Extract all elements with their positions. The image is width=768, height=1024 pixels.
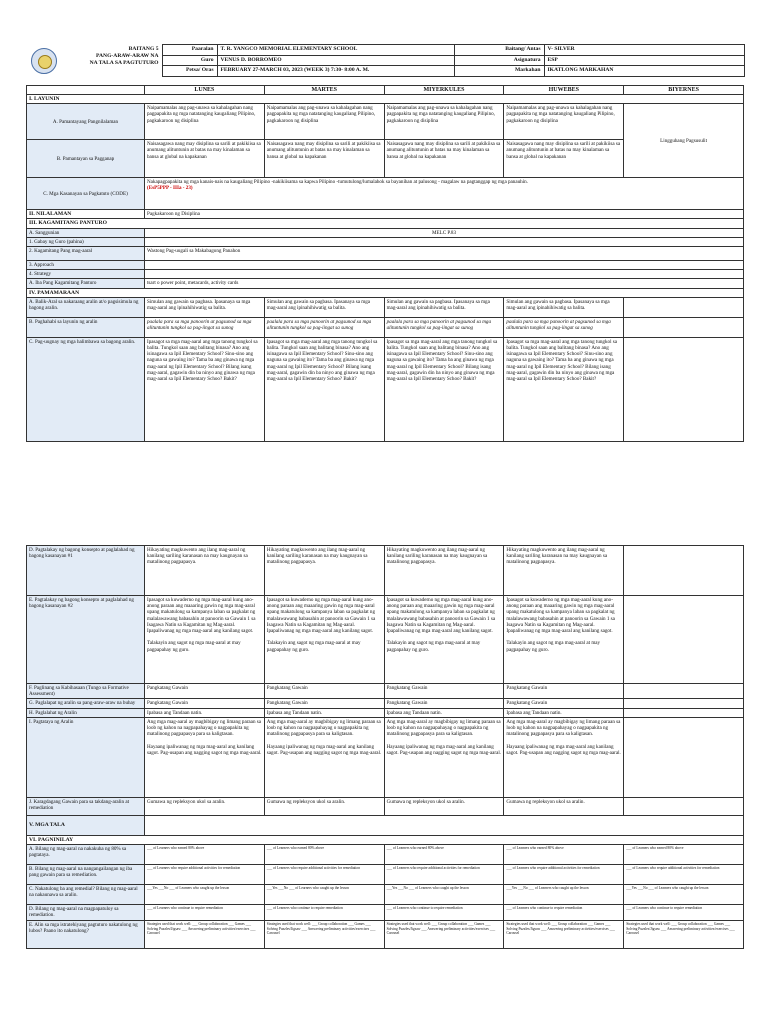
cell-text-part: Ang mga mag-aaral ay magbibigay ng limang paraan sa loob ng kahon na nagpapahayag o nagpapakita ng matalinong pagpapasya para sa kaligtasan.: [147, 718, 262, 738]
row-label: C. Mga Kasanayan sa Pagkatuto (CODE): [27, 178, 145, 210]
day-header: HUWEBES: [504, 86, 624, 95]
cell-text: Ipabasa ang Tandaan natin.: [264, 708, 384, 717]
cell-text-part: Talakayin ang sagot ng mga mag-aaral at may pagpapahay ng guro.: [506, 640, 601, 653]
cell-text: [384, 717, 504, 797]
cell-text: Gumawa ng repleksyon ukol sa aralin.: [504, 797, 624, 815]
cell-text-part: Hayaang ipaliwanag ng mga mag-aaral ang kanilang sagot. Pag-usapan ang nagging sagot ng mga mag-aaral.: [506, 743, 621, 756]
cell-text: [264, 596, 384, 684]
grade-value: V- SILVER: [544, 45, 744, 56]
reflection-text: ___ of Learners who continue to require remediation: [624, 905, 744, 921]
cell-text-part: Hayaang ipaliwanag ng mga mag-aaral ang kanilang sagot. Pag-usapan ang nagging sagot ng mga mag-aaral.: [386, 743, 502, 756]
page-top: [26, 44, 744, 442]
empty-cell: [624, 317, 744, 337]
reflection-text: Strategies used that work well: ___ Group collaboration ___ Games ___ Solving Puzzles/Jigsaw ___ Answering preliminary activities/exercises ___ Carousel: [504, 921, 624, 949]
day-header: MARTES: [264, 86, 384, 95]
teacher-value: VENUS D. BORROMEO: [217, 55, 454, 66]
cell-text: Naisasagawa nang may disiplina sa sarili at pakikiisa sa anumang alituntunin at batas na may kinalaman sa bansa at global na kapakanan: [145, 140, 265, 178]
cell-text: Hikayating magkuwento ang ilang mag-aaral ng kanilang sariling karanasan na may kaugnayan sa matalinong pagpapasya.: [264, 546, 384, 596]
row-label: A. Pamantayang Pangnilalaman: [27, 104, 145, 140]
cell-text: Pangkatang Gawain: [264, 684, 384, 699]
cell-text: Naipamamalas ang pag-unawa sa kahalagahan nang pagpapakita ng mga natatanging kaugaliang Pilipino, pagkakaroon ng disiplina: [145, 104, 265, 140]
cell-text: Hikayating magkuwento ang ilang mag-aaral ng kanilang sariling karanasan na may kaugnayan sa matalinong pagpapasya.: [145, 546, 265, 596]
school-value: T. R. YANGCO MEMORIAL ELEMENTARY SCHOOL: [217, 45, 454, 56]
reflection-text: ___ of Learners who require additional activities for remediation: [264, 865, 384, 885]
learner-material-text: Wastong Pag-uugali sa Makabagong Panahon: [145, 247, 744, 261]
date-label: Petsa/ Oras: [162, 66, 217, 77]
cell-text-part: Hayaang ipaliwanag ng mga mag-aaral ang kanilang sagot. Pag-usapan ang nagging sagot ng mga mag-aaral.: [266, 743, 382, 756]
row-label: 2. Kagamitang Pang mag-aaral: [27, 247, 145, 261]
cell-text: Ipasagot sa mga mag-aaral ang mga tanong tungkol sa balita. Tungkol saan ang balitang binasa? Ano ang isinagawa sa Ipil Elementary School? Sinu-sino ang naguna sa gawaing ito? Tama ba ang ginawa ng mga mag-aaral ng Ipil Elementary School? Bilang isang mag-aaral, gagawin din ba ninyo ang ginawa ng mga mag-aaral sa Ipil Elementary Schoo? Bakit?: [504, 337, 624, 441]
lesson-table-top: [26, 85, 744, 442]
school-label: Paaralan: [162, 45, 217, 56]
row-label: A. Sanggunian: [27, 228, 145, 237]
cell-text: Simulan ang gawain sa pagbasa. Ipasanaya sa mga mag-aaral ang ipinahihiwatig sa balita.: [384, 297, 504, 317]
cell-text: Naipamamalas ang pag-unawa sa kahalagahan nang pagpapakita ng mga natatanging kaugaliang Pilipino, pagkakaroon ng disiplina: [384, 104, 504, 140]
reflection-text: ___Yes ___No ___ of Learners who caught up the lesson: [624, 885, 744, 905]
cell-text: Naipamamalas ang pag-unawa sa kahalagahan nang pagpapakita ng mga natatanging kaugaliang Pilipino, pagkakaroon ng disiplina: [504, 104, 624, 140]
reflection-text: ___ of Learners who continue to require remediation: [504, 905, 624, 921]
reflection-text: ___ of Learners who earned 80% above: [264, 845, 384, 865]
row-label: F. Paglinang sa Kabihasaan (Tungo sa Formative Assessment): [27, 684, 145, 699]
row-label: 4. Strategy: [27, 270, 145, 279]
reflection-text: ___ of Learners who earned 80% above: [145, 845, 265, 865]
row-label: D. Bilang ng mag-aaral na magpapatuloy sa remediation.: [27, 905, 145, 921]
cell-text: Pangkatang Gawain: [384, 699, 504, 708]
row-label: C. Nakatulong ba ang remedial? Bilang ng mag-aaral na nakaunawa sa aralin.: [27, 885, 145, 905]
cell-text: [145, 717, 265, 797]
quarter-label: Markahan: [454, 66, 544, 77]
row-label: I. Pagtataya ng Aralin: [27, 717, 145, 797]
reflection-text: ___ of Learners who require additional activities for remediation: [504, 865, 624, 885]
cell-text: Pangkatang Gawain: [504, 684, 624, 699]
reflection-text: ___ of Learners who continue to require remediation: [264, 905, 384, 921]
other-materials-text: tsart o power point, metacards, activity cards: [145, 279, 744, 288]
cell-text: Gumawa ng repleksyon ukol sa aralin.: [384, 797, 504, 815]
reflection-text: ___ of Learners who require additional activities for remediation: [145, 865, 265, 885]
reflection-text: ___ of Learners who earned 80% above: [384, 845, 504, 865]
teacher-label: Guro: [162, 55, 217, 66]
cell-text-part: Talakayin ang sagot ng mga mag-aaral at may pagpapahay ng guro.: [147, 640, 241, 653]
row-label: A. Bilang ng mag-aaral na nakakuha ng 80% sa pagtataya.: [27, 845, 145, 865]
cell-text-part: Ang mga mag-aaral ay magbibigay ng limang paraan sa loob ng kahon na nagpapahayag o nagpapakita ng matalinong pagpapasya para sa kaligtasan.: [266, 718, 381, 738]
cell-text: [145, 596, 265, 684]
empty-cell: [145, 815, 744, 835]
reflection-text: ___ of Learners who continue to require remediation: [145, 905, 265, 921]
reflection-text: Strategies used that work well: ___ Group collaboration ___ Games ___ Solving Puzzles/Jigsaw ___ Answering preliminary activities/exercises ___ Carousel: [624, 921, 744, 949]
empty-cell: [624, 546, 744, 596]
cell-text: Pangkatang Gawain: [145, 699, 265, 708]
form-title: [62, 45, 162, 77]
cell-text: Naisasagawa nang may disiplina sa sarili at pakikiisa sa anumang alituntunin at batas na may kinalaman sa bansa at global na kapakanan: [384, 140, 504, 178]
cell-text-part: Ipasagot sa kuwaderno ng mga mag-aaral kung ano-anong paraan ang maaaring gawin ng mga mag-aaral upang makatulong sa kampanya laban sa pagkalat ng malalawawang babasahin at panoorin sa Gawain 1 sa Isagawa Natin sa Kagamitan ng Mag-aaral. Ipapaliwanag ng mga mag-aaral ang kanilang sagot.: [386, 597, 496, 635]
reference-text: MELC P.83: [145, 228, 744, 237]
form-title-line: NA TALA SA PAGTUTURO: [89, 59, 159, 66]
cell-text: Simulan ang gawain sa pagbasa. Ipasanaya sa mga mag-aaral ang ipinahihiwatig sa balita.: [145, 297, 265, 317]
date-value: FEBRUARY 27-MARCH 03, 2023 (WEEK 3) 7:30- 8:00 A. M.: [217, 66, 454, 77]
empty-cell: [624, 699, 744, 708]
cell-text: Pangkatang Gawain: [384, 684, 504, 699]
section-pamamaraan: IV. PAMAMARAAN: [27, 288, 744, 297]
cell-text: paalala para sa mga panoorin at pagsunod sa mga alituntunin tungkol sa pag-iingat sa sunog: [264, 317, 384, 337]
day-header: MIYERKULES: [384, 86, 504, 95]
row-label: C. Pag-uugnay ng mga halimbawa sa bagong aralin.: [27, 337, 145, 441]
reflection-text: ___ of Learners who require additional activities for remediation: [624, 865, 744, 885]
row-label: B. Paghahabi sa layunin ng aralin: [27, 317, 145, 337]
row-label: D. Pagtalakay ng bagong konsepto at paglalahad ng bagong kasanayan #1: [27, 546, 145, 596]
page-bottom: [26, 545, 744, 949]
section-pagninilay: VI. PAGNINILAY: [27, 835, 744, 844]
cell-text: Naisasagawa nang may disiplina sa sarili at pakikiisa sa anumang alituntunin at batas na may kinalaman sa bansa at global na kapakanan: [264, 140, 384, 178]
row-label: A. Iba Pang Kagamitang Panturo: [27, 279, 145, 288]
cell-text: Gumawa ng repleksyon ukol sa aralin.: [264, 797, 384, 815]
row-label: B. Bilang ng mag-aaral na nangangailangan ng iba pang gawain para sa remediation.: [27, 865, 145, 885]
empty-cell: [624, 337, 744, 441]
reflection-text: ___Yes ___No ___ of Learners who caught up the lesson: [264, 885, 384, 905]
empty-cell: [145, 237, 744, 246]
row-label: B. Pamantayan sa Pagganap: [27, 140, 145, 178]
row-label: 3. Approach: [27, 261, 145, 270]
quarter-value: IKATLONG MARKAHAN: [544, 66, 744, 77]
reflection-text: ___ of Learners who earned 80% above: [624, 845, 744, 865]
grade-label: Baitang/ Antas: [454, 45, 544, 56]
competency-cell: [145, 178, 744, 210]
cell-text: Pangkatang Gawain: [264, 699, 384, 708]
row-label: A. Balik-Aral sa nakaraang aralin at/o pagsisimula ng bagong aralin.: [27, 297, 145, 317]
empty-cell: [145, 270, 744, 279]
content-text: Pagkakaroon ng Disiplina: [145, 210, 744, 219]
row-label: E. Alin sa mga istratehiyang pagtuturo nakatulong ng lubos? Paano ito nakatulong?: [27, 921, 145, 949]
cell-text: paalala para sa mga panoorin at pagsunod sa mga alituntunin tungkol sa pag-iingat sa sunog: [145, 317, 265, 337]
cell-text: Gumawa ng repleksyon ukol sa aralin.: [145, 797, 265, 815]
cell-text-part: Hayaang ipaliwanag ng mga mag-aaral ang kanilang sagot. Pag-usapan ang nagging sagot ng mga mag-aaral.: [147, 743, 262, 756]
reflection-text: ___ of Learners who earned 80% above: [504, 845, 624, 865]
cell-text: Hikayating magkuwento ang ilang mag-aaral ng kanilang sariling karanasan na may kaugnayan sa matalinong pagpapasya.: [504, 546, 624, 596]
section-nilalaman: II. NILALAMAN: [27, 210, 145, 219]
row-label: 1. Gabay ng Guro (pahina): [27, 237, 145, 246]
section-layunin: I. LAYUNIN: [27, 95, 744, 104]
cell-text: Ipasagot sa mga mag-aaral ang mga tanong tungkol sa balita. Tungkol saan ang balitang binasa? Ano ang isinagawa sa Ipil Elementary School? Sinu-sino ang naguna sa gawaing ito? Tama ba ang ginawa ng mga mag-aaral ng Ipil Elementary School? Bilang isang mag-aaral, gagawin din ba ninyo ang ginawa ng mga mag-aaral sa Ipil Elementary Schoo? Bakit?: [145, 337, 265, 441]
reflection-text: Strategies used that work well: ___ Group collaboration ___ Games ___ Solving Puzzles/Jigsaw ___ Answering preliminary activities/exercises ___ Carousel: [264, 921, 384, 949]
cell-text: Naipamamalas ang pag-unawa sa kahalagahan nang pagpapakita ng mga natatanging kaugaliang Pilipino, pagkakaroon ng disiplina: [264, 104, 384, 140]
cell-text: [504, 717, 624, 797]
cell-text-part: Ang mga mag-aaral ay magbibigay ng limang paraan sa loob ng kahon na nagpapahayag o nagpapakita ng matalinong pagpapasya para sa kaligtasan.: [386, 718, 501, 738]
subject-label: Asignatura: [454, 55, 544, 66]
day-header: BIYERNES: [624, 86, 744, 95]
competency-code: (EsP5PPP - IIIa - 23): [147, 185, 193, 192]
form-title-line: PANG-ARAW-ARAW NA: [95, 52, 159, 59]
section-kagamitan: III. KAGAMITANG PANTURO: [27, 219, 744, 228]
row-label: H. Paglalahat ng Aralin: [27, 708, 145, 717]
cell-text-part: Ang mga mag-aaral ay magbibigay ng limang paraan sa loob ng kahon na nagpapahayag o nagpapakita ng matalinong pagpapasya para sa kaligtasan.: [506, 718, 621, 738]
deped-logo: [26, 45, 62, 77]
reflection-text: ___Yes ___No ___ of Learners who caught up the lesson: [384, 885, 504, 905]
cell-text: Ipasagot sa mga mag-aaral ang mga tanong tungkol sa balita. Tungkol saan ang balitang binasa? Ano ang isinagawa sa Ipil Elementary School? Sinu-sino ang naguna sa gawaing ito? Tama ba ang ginawa ng mga mag-aaral ng Ipil Elementary School? Bilang isang mag-aaral, gagawin din ba ninyo ang ginawa ng mga mag-aaral sa Ipil Elementary Schoo? Bakit?: [384, 337, 504, 441]
cell-text: [264, 717, 384, 797]
empty-cell: [624, 297, 744, 317]
cell-text: Pangkatang Gawain: [145, 684, 265, 699]
row-label: J. Karagdagang Gawain para sa takdang-aralin at remediation: [27, 797, 145, 815]
empty-cell: [624, 797, 744, 815]
cell-text-part: Ipasagot sa kuwaderno ng mga mag-aaral kung ano-anong paraan ang maaaring gawin ng mga mag-aaral upang makatulong sa kampanya laban sa pagkalat ng malalawawang babasahin at panoorin sa Gawain 1 sa Isagawa Natin sa Kagamitan ng Mag-aaral. Ipapaliwanag ng mga mag-aaral ang kanilang sagot.: [147, 597, 256, 635]
cell-text-part: Ipasagot sa kuwaderno ng mga mag-aaral kung ano-anong paraan ang maaaring gawin ng mga mag-aaral upang makatulong sa kampanya laban sa pagkalat ng malalawawang babasahin at panoorin sa Gawain 1 sa Isagawa Natin sa Kagamitan ng Mag-aaral. Ipapaliwanag ng mga mag-aaral ang kanilang sagot.: [266, 597, 376, 635]
cell-text: paalala para sa mga panoorin at pagsunod sa mga alituntunin tungkol sa pag-iingat sa sunog: [384, 317, 504, 337]
row-label: G. Paglalapat ng aralin sa pang-araw-araw na buhay: [27, 699, 145, 708]
cell-text: Simulan ang gawain sa pagbasa. Ipasanaya sa mga mag-aaral ang ipinahihiwatig sa balita.: [264, 297, 384, 317]
cell-text: Hikayating magkuwento ang ilang mag-aaral ng kanilang sariling karanasan na may kaugnayan sa matalinong pagpapasya.: [384, 546, 504, 596]
cell-text-part: Talakayin ang sagot ng mga mag-aaral at may pagpapahay ng guro.: [266, 640, 361, 653]
empty-cell: [624, 684, 744, 699]
cell-text: Ipabasa ang Tandaan natin.: [384, 708, 504, 717]
cell-text-part: Talakayin ang sagot ng mga mag-aaral at may pagpapahay ng guro.: [386, 640, 481, 653]
section-mga-tala: V. MGA TALA: [27, 815, 145, 835]
empty-cell: [145, 261, 744, 270]
cell-text-part: Ipasagot sa kuwaderno ng mga mag-aaral kung ano-anong paraan ang maaaring gawin ng mga mag-aaral upang makatulong sa kampanya laban sa pagkalat ng malalawawang babasahin at panoorin sa Gawain 1 sa Isagawa Natin sa Kagamitan ng Mag-aaral. Ipapaliwanag ng mga mag-aaral ang kanilang sagot.: [506, 597, 615, 635]
reflection-text: ___ of Learners who continue to require remediation: [384, 905, 504, 921]
cell-text: Pangkatang Gawain: [504, 699, 624, 708]
reflection-text: Strategies used that work well: ___ Group collaboration ___ Games ___ Solving Puzzles/Jigsaw ___ Answering preliminary activities/exercises ___ Carousel: [384, 921, 504, 949]
empty-cell: [624, 717, 744, 797]
cell-text: Naisasagawa nang may disiplina sa sarili at pakikiisa sa anumang alituntunin at batas na may kinalaman sa bansa at global na kapakanan: [504, 140, 624, 178]
cell-text: paalala para sa mga panoorin at pagsunod sa mga alituntunin tungkol sa pag-iingat sa sunog: [504, 317, 624, 337]
subject-value: ESP: [544, 55, 744, 66]
header-table: [26, 44, 745, 77]
cell-text: [384, 596, 504, 684]
empty-cell: [624, 596, 744, 684]
lesson-table-bottom: [26, 545, 744, 949]
weekly-test-cell: Lingguhang Pagsusulit: [624, 104, 744, 178]
reflection-text: ___Yes ___No ___ of Learners who caught up the lesson: [145, 885, 265, 905]
day-header: LUNES: [145, 86, 265, 95]
row-label: E. Pagtalakay ng bagong konsepto at paglalahad ng bagong kasanayan #2: [27, 596, 145, 684]
cell-text: Simulan ang gawain sa pagbasa. Ipasanaya sa mga mag-aaral ang ipinahihiwatig sa balita.: [504, 297, 624, 317]
cell-text: Ipabasa ang Tandaan natin.: [504, 708, 624, 717]
reflection-text: ___Yes ___No ___ of Learners who caught up the lesson: [504, 885, 624, 905]
reflection-text: Strategies used that work well: ___ Group collaboration ___ Games ___ Solving Puzzles/Jigsaw ___ Answering preliminary activities/exercises ___ Carousel: [145, 921, 265, 949]
cell-text: Ipasagot sa mga mag-aaral ang mga tanong tungkol sa balita. Tungkol saan ang balitang binasa? Ano ang isinagawa sa Ipil Elementary School? Sinu-sino ang naguna sa gawaing ito? Tama ba ang ginawa ng mga mag-aaral ng Ipil Elementary School? Bilang isang mag-aaral, gagawin din ba ninyo ang ginawa ng mga mag-aaral sa Ipil Elementary Schoo? Bakit?: [264, 337, 384, 441]
cell-text: [504, 596, 624, 684]
competency-text: Nakapagpapakita ng mga kanais-nais na kaugaliang Pilipino -nakikiisama sa kapwa Pilipino -tumutulong/lumalahok sa bayanihan at palusong - magalaw na pagtanggap ng mga panauhin.: [147, 179, 528, 186]
corner-cell: [27, 86, 145, 95]
cell-text: Ipabasa ang Tandaan natin.: [145, 708, 265, 717]
reflection-text: ___ of Learners who require additional activities for remediation: [384, 865, 504, 885]
form-title-line: BAITANG 5: [128, 45, 159, 52]
empty-cell: [624, 708, 744, 717]
